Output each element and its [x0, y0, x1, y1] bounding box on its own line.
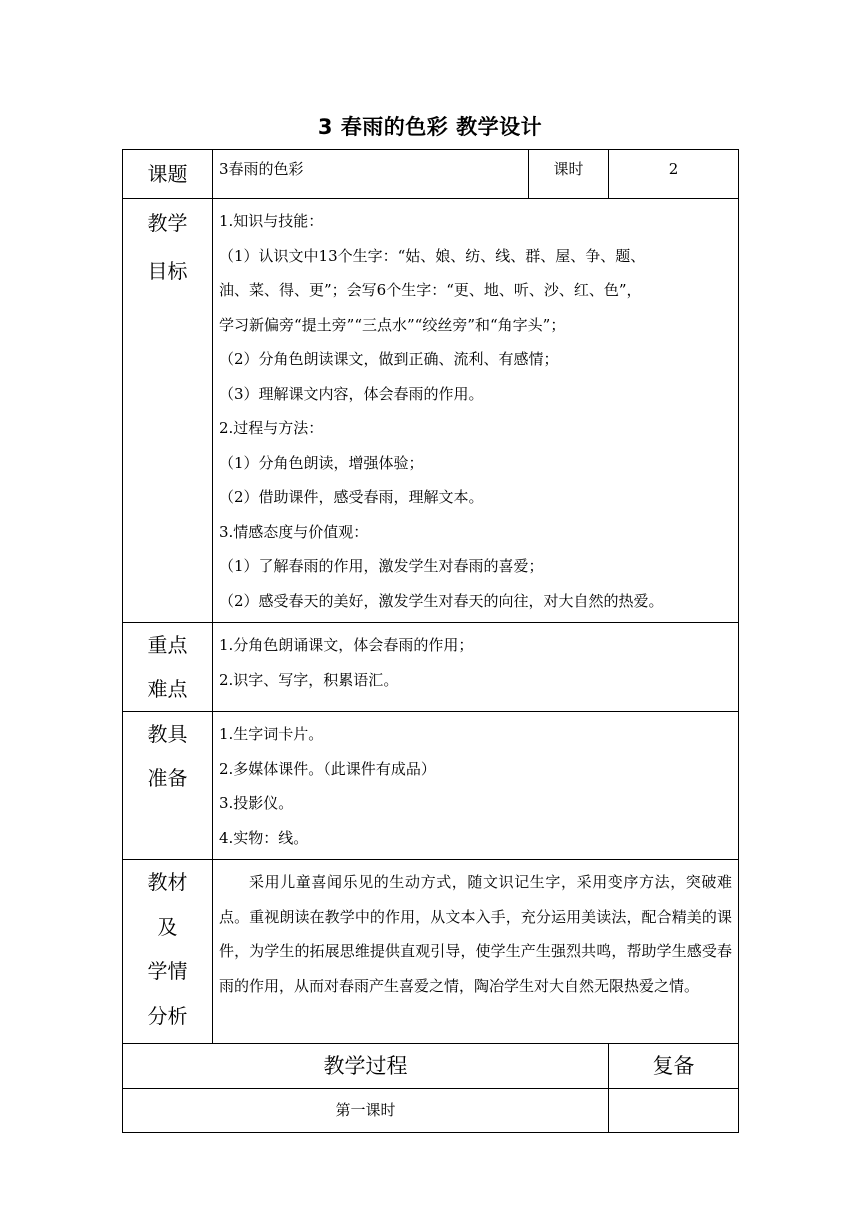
objective-line: （1）分角色朗读，增强体验；	[219, 453, 424, 472]
objective-line: 3.情感态度与价值观：	[219, 522, 369, 541]
review-prep-header: 复备	[609, 1044, 739, 1089]
topic-value: 3春雨的色彩	[213, 150, 529, 199]
analysis-label	[123, 860, 213, 1044]
objective-line: （2）借助课件，感受春雨，理解文本。	[219, 488, 484, 506]
lesson-plan-table	[122, 149, 739, 1133]
objective-line: 1.知识与技能：	[219, 212, 324, 230]
key-points-content	[213, 623, 739, 712]
first-lesson-row	[123, 1089, 739, 1133]
objectives-row	[123, 199, 739, 623]
analysis-row	[123, 860, 739, 1044]
materials-label	[123, 712, 213, 860]
key-points-row	[123, 623, 739, 712]
objective-line: （1）认识文中13个生字：“姑、娘、纺、线、群、屋、争、题、	[219, 246, 646, 265]
key-point-line: 1.分角色朗诵课文，体会春雨的作用；	[219, 636, 474, 654]
analysis-label-line: 分析	[147, 1003, 188, 1028]
key-point-line: 2.识字、写字，积累语汇。	[219, 670, 399, 689]
objective-line: （2）感受春天的美好，激发学生对春天的向往，对大自然的热爱。	[219, 591, 664, 610]
topic-row	[123, 150, 739, 199]
analysis-content: 采用儿童喜闻乐见的生动方式，随文识记生字，采用变序方法，突破难点。重视朗读在教学中的作用，从文本入手，充分运用美读法，配合精美的课件，为学生的拓展思维提供直观引导，使学生产生强烈共鸣，帮助学生感受春雨的作用，从而对春雨产生喜爱之情，陶冶学生对大自然无限热爱之情。	[213, 860, 739, 1044]
material-line: 3.投影仪。	[219, 794, 294, 812]
objectives-label	[123, 199, 213, 623]
first-lesson-label: 第一课时	[123, 1089, 609, 1133]
teaching-process-header: 教学过程	[123, 1044, 609, 1089]
materials-row	[123, 712, 739, 860]
topic-label: 课题	[123, 150, 213, 199]
objective-line: （2）分角色朗读课文，做到正确、流利、有感情；	[219, 350, 559, 368]
analysis-label-line: 学情	[147, 959, 188, 983]
period-value: 2	[609, 150, 739, 199]
analysis-label-line: 及	[157, 914, 178, 939]
objectives-label-line: 目标	[147, 259, 188, 283]
key-points-label-line: 难点	[147, 677, 188, 701]
objective-line: （3）理解课文内容，体会春雨的作用。	[219, 384, 484, 403]
objectives-label-line: 教学	[147, 211, 188, 235]
key-points-label	[123, 623, 213, 712]
materials-label-line: 准备	[147, 766, 188, 790]
key-points-label-line: 重点	[147, 633, 188, 657]
objective-line: （1）了解春雨的作用，激发学生对春雨的喜爱；	[219, 557, 544, 575]
material-line: 1.生字词卡片。	[219, 725, 324, 743]
process-header-row	[123, 1044, 739, 1089]
materials-content	[213, 712, 739, 860]
objective-line: 学习新偏旁“提土旁”“三点水”“绞丝旁”和“角字头”；	[219, 315, 566, 334]
analysis-label-line: 教材	[147, 870, 188, 894]
review-prep-cell	[609, 1089, 739, 1133]
period-label: 课时	[529, 150, 609, 199]
objectives-content	[213, 199, 739, 623]
objective-line: 2.过程与方法：	[219, 419, 324, 437]
document-title: 3 春雨的色彩 教学设计	[317, 115, 543, 139]
material-line: 4.实物：线。	[219, 828, 309, 847]
material-line: 2.多媒体课件。（此课件有成品）	[219, 759, 436, 778]
materials-label-line: 教具	[147, 722, 188, 746]
objective-line: 油、菜、得、更”；会写6个生字：“更、地、听、沙、红、色”，	[219, 281, 642, 299]
